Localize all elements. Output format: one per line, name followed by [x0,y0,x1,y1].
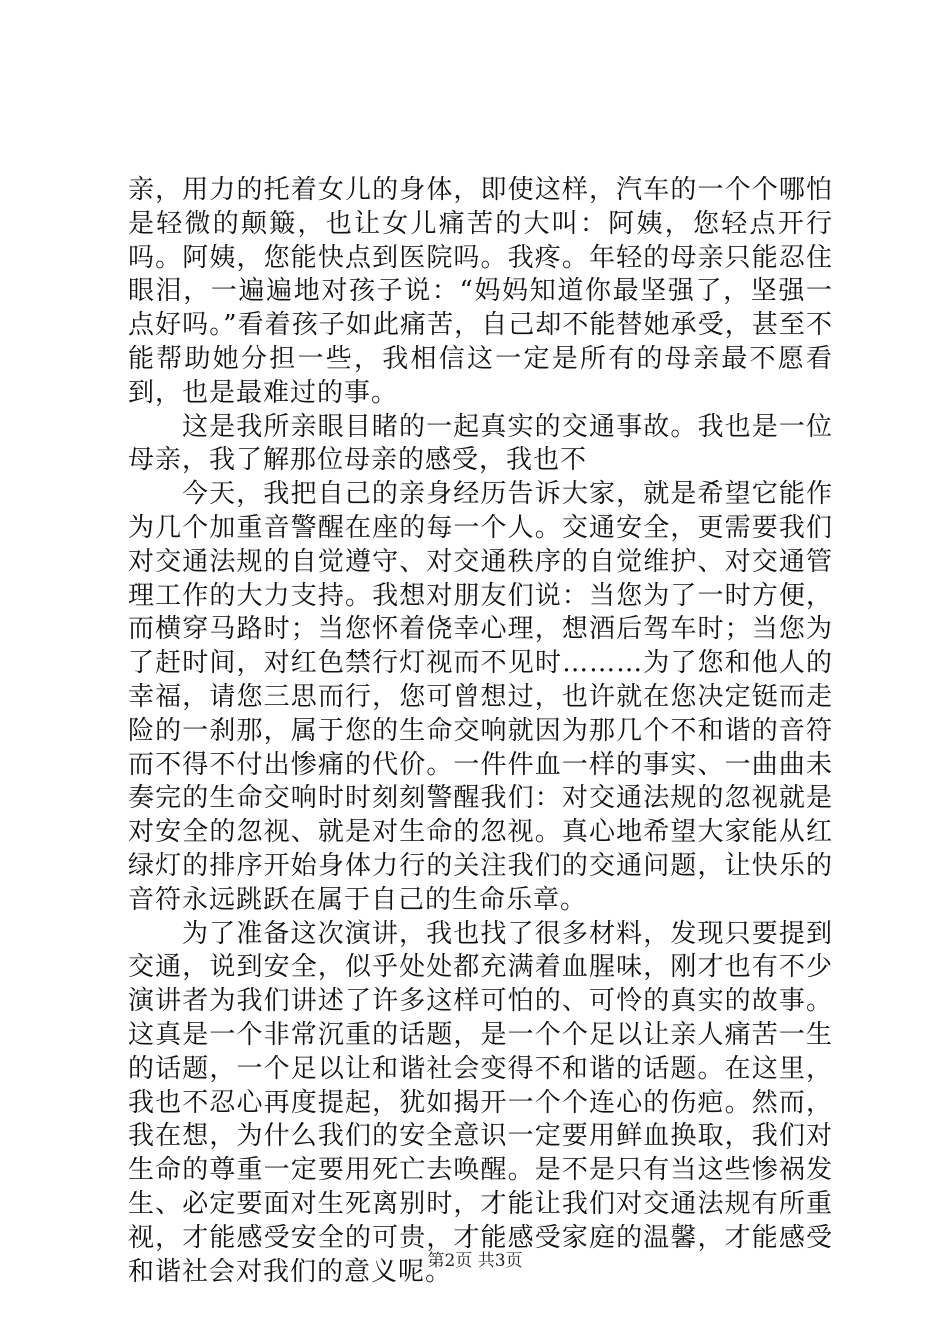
paragraph-4: 为了准备这次演讲，我也找了很多材料，发现只要提到交通，说到安全，似乎处处都充满着血腥味，刚才也有不少演讲者为我们讲述了许多这样可怕的、可怜的真实的故事。这真是一个非常沉重的话题，是一个个足以让亲人痛苦一生的话题，一个足以让和谐社会变得不和谐的话题。在这里，我也不忍心再度提起，犹如揭开一个个连心的伤疤。然而，我在想，为什么我们的安全意识一定要用鲜血换取，我们对生命的尊重一定要用死亡去唤醒。是不是只有当这些惨祸发生、必定要面对生死离别时，才能让我们对交通法规有所重视，才能感受安全的可贵，才能感受家庭的温馨，才能感受和谐社会对我们的意义呢。 [128,918,833,1287]
paragraph-2: 这是我所亲眼目睹的一起真实的交通事故。我也是一位母亲，我了解那位母亲的感受，我也不 [128,411,833,476]
page-number-footer: 第2页 共3页 [427,1251,523,1271]
document-body [128,174,833,1289]
paragraph-3: 今天，我把自己的亲身经历告诉大家，就是希望它能作为几个加重音警醒在座的每一个人。交通安全，更需要我们对交通法规的自觉遵守、对交通秩序的自觉维护、对交通管理工作的大力支持。我想对朋友们说：当您为了一时方便，而横穿马路时；当您怀着侥幸心理，想酒后驾车时；当您为了赶时间，对红色禁行灯视而不见时………为了您和他人的幸福，请您三思而行，您可曾想过，也许就在您决定铤而走险的一刹那，属于您的生命交响就因为那几个不和谐的音符而不得不付出惨痛的代价。一件件血一样的事实、一曲曲未奏完的生命交响时时刻刻警醒我们：对交通法规的忽视就是对安全的忽视、就是对生命的忽视。真心地希望大家能从红绿灯的排序开始身体力行的关注我们的交通问题，让快乐的音符永远跳跃在属于自己的生命乐章。 [128,479,833,915]
paragraph-1: 亲，用力的托着女儿的身体，即使这样，汽车的一个个哪怕是轻微的颠簸，也让女儿痛苦的大叫：阿姨，您轻点开行吗。阿姨，您能快点到医院吗。我疼。年轻的母亲只能忍住眼泪，一遍遍地对孩子说：“妈妈知道你最坚强了，坚强一点好吗。”看着孩子如此痛苦，自己却不能替她承受，甚至不能帮助她分担一些，我相信这一定是所有的母亲最不愿看到，也是最难过的事。 [128,175,833,408]
